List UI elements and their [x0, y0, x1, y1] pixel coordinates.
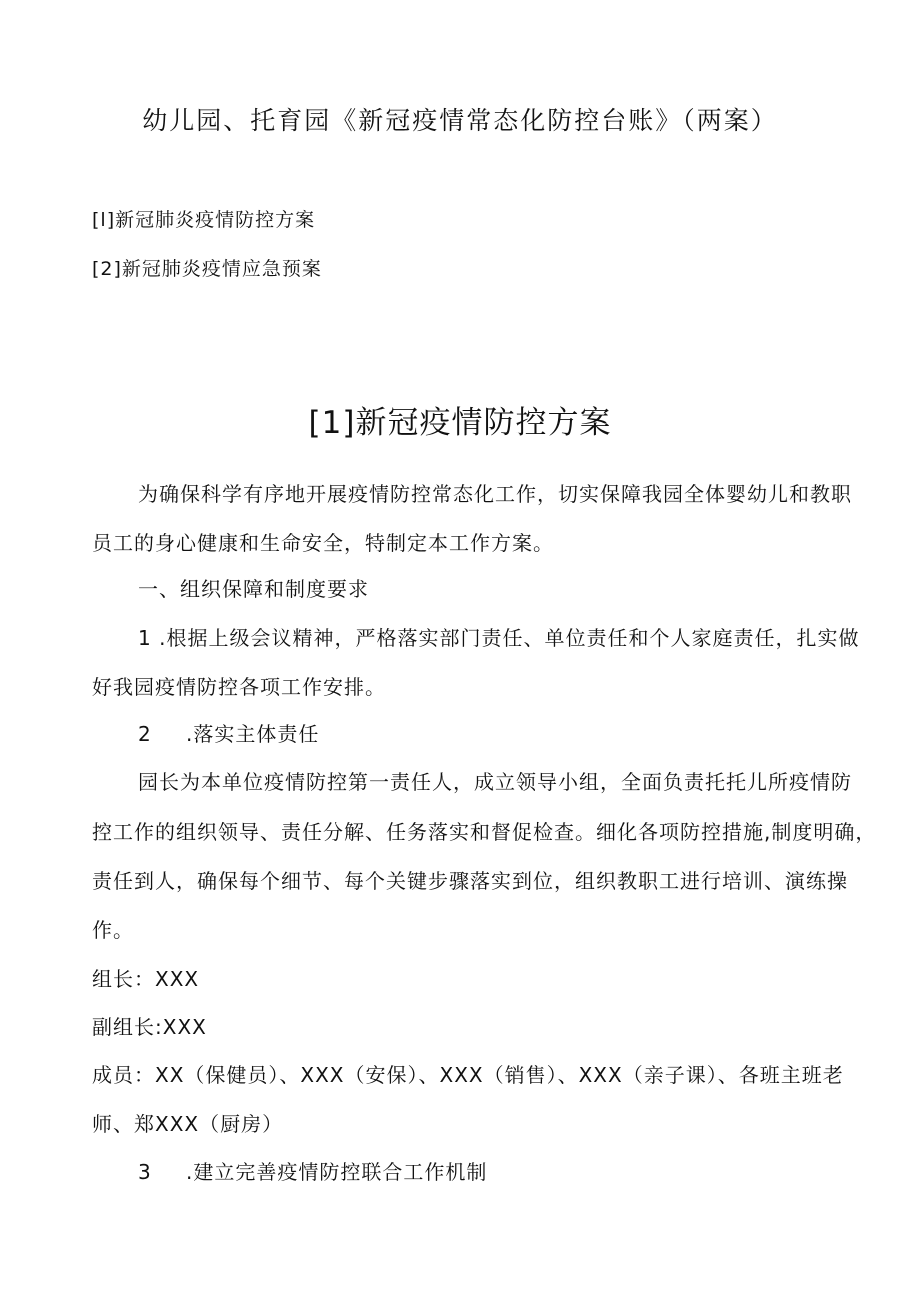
group-leader: 组长：XXX [92, 967, 200, 991]
item-1-line-2: 好我园疫情防控各项工作安排。 [92, 675, 386, 699]
item-3-heading [138, 1158, 487, 1186]
intro-line-1: 为确保科学有序地开展疫情防控常态化工作，切实保障我园全体婴幼儿和教职 [138, 482, 852, 506]
item-3-number: 3 [138, 1160, 152, 1184]
group-deputy: 副组长:XXX [92, 1015, 207, 1039]
item-3-text: .建立完善疫情防控联合工作机制 [186, 1160, 488, 1184]
item-2-heading [138, 720, 319, 748]
item-2-body-line-4: 作。 [92, 918, 134, 942]
document-title: 幼儿园、托育园《新冠疫情常态化防控台账》（两案） [142, 106, 778, 135]
heading-organization: 一、组织保障和制度要求 [138, 577, 369, 601]
item-2-body-line-1: 园长为本单位疫情防控第一责任人，成立领导小组，全面负责托托儿所疫情防 [138, 770, 852, 794]
toc-item-emergency-plan: [2]新冠肺炎疫情应急预案 [92, 258, 322, 280]
intro-line-2: 员工的身心健康和生命安全，特制定本工作方案。 [92, 531, 554, 555]
members-line-2: 师、郑XXX（厨房） [92, 1112, 284, 1136]
item-2-body-line-2: 控工作的组织领导、责任分解、任务落实和督促检查。细化各项防控措施,制度明确， [92, 820, 877, 844]
item-1-line-1: 1 .根据上级会议精神，严格落实部门责任、单位责任和个人家庭责任，扎实做 [138, 626, 860, 650]
section-title: [1]新冠疫情防控方案 [308, 405, 612, 441]
toc-item-plan: [l]新冠肺炎疫情防控方案 [92, 209, 316, 231]
members-line-1: 成员：XX（保健员）、XXX（安保）、XXX（销售）、XXX（亲子课）、各班主班老 [92, 1063, 844, 1087]
item-2-text: .落实主体责任 [186, 722, 320, 746]
item-2-number: 2 [138, 722, 152, 746]
item-2-body-line-3: 责任到人，确保每个细节、每个关键步骤落实到位，组织教职工进行培训、演练操 [92, 869, 848, 893]
